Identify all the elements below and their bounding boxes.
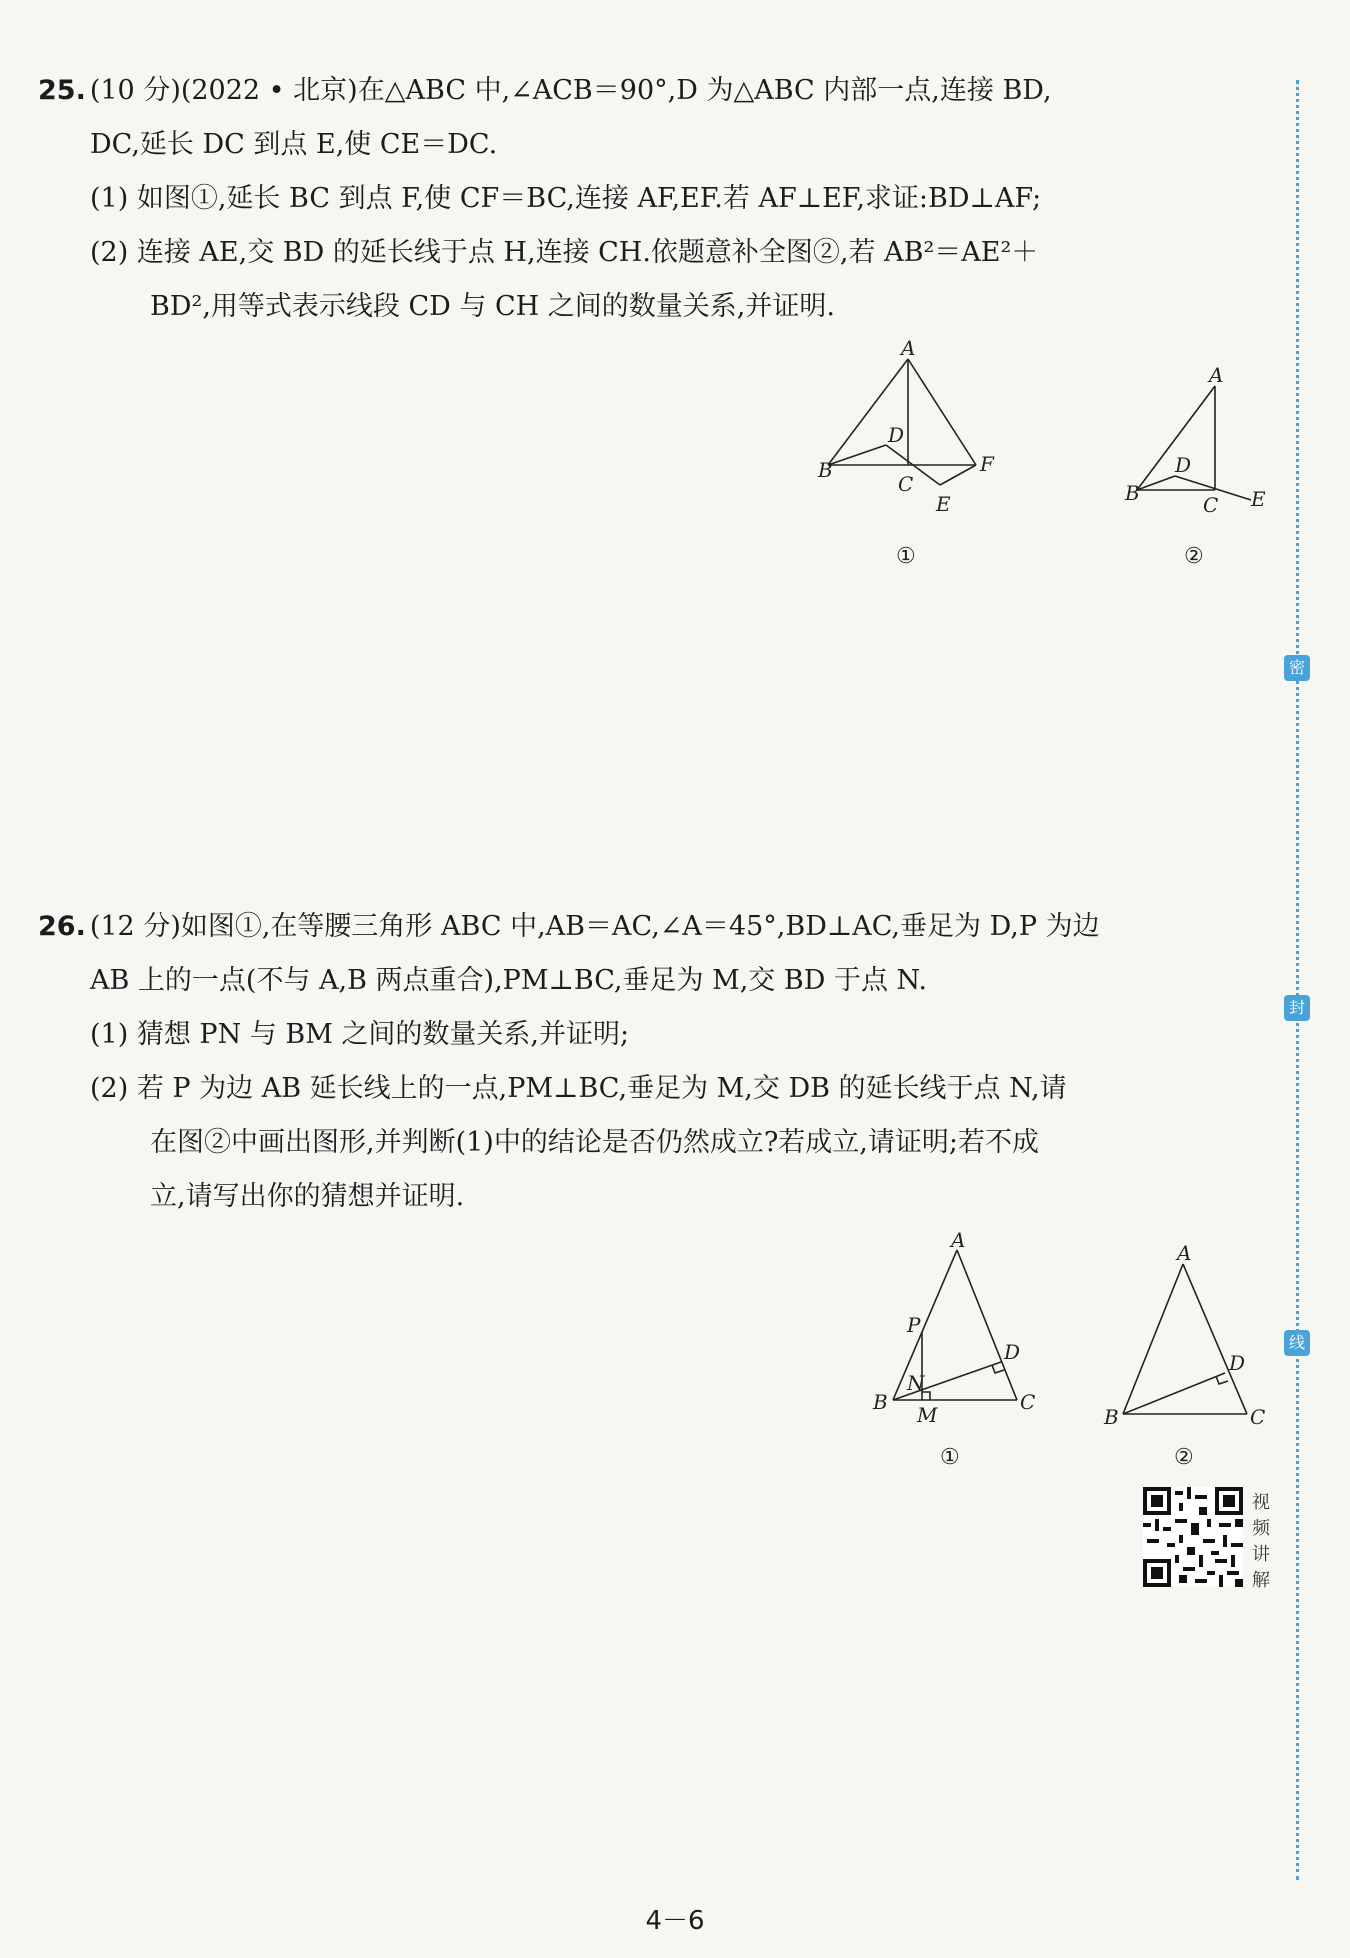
part-2-cont: 立,请写出你的猜想并证明. (150, 1181, 465, 1212)
figure-caption: ① (940, 1445, 960, 1470)
figure-caption: ② (1174, 1445, 1194, 1470)
label-C: C (1020, 1390, 1036, 1414)
part-2: (2) 连接 AE,交 BD 的延长线于点 H,连接 CH.依题意补全图②,若 AB²＝AE²＋ (90, 237, 1039, 268)
part-2: (2) 若 P 为边 AB 延长线上的一点,PM⊥BC,垂足为 M,交 DB 的延长线于点 N,请 (90, 1073, 1067, 1104)
label-A: A (1177, 1241, 1192, 1265)
label-A: A (901, 336, 916, 360)
label-D: D (1175, 453, 1192, 477)
part-1: (1) 如图①,延长 BC 到点 F,使 CF＝BC,连接 AF,EF.若 AF⊥EF,求证:BD⊥AF; (90, 183, 1042, 214)
label-E: E (1251, 487, 1266, 511)
label-M: M (917, 1403, 938, 1427)
part-2-cont: BD²,用等式表示线段 CD 与 CH 之间的数量关系,并证明. (150, 291, 835, 322)
question-number: 26. (38, 911, 86, 942)
label-P: P (907, 1313, 921, 1337)
seal-tag: 线 (1284, 1330, 1310, 1356)
part-1: (1) 猜想 PN 与 BM 之间的数量关系,并证明; (90, 1019, 630, 1050)
qr-caption: 视 频 讲 解 (1252, 1492, 1270, 1591)
label-B: B (1104, 1405, 1119, 1429)
figure-caption: ② (1184, 544, 1204, 569)
binding-dotted-line (1296, 80, 1299, 1880)
question-26 (38, 900, 1263, 1224)
label-C: C (898, 472, 914, 496)
qr-code[interactable] (1143, 1487, 1243, 1587)
label-F: F (980, 452, 994, 476)
question-25 (38, 64, 1263, 334)
question-number: 25. (38, 75, 86, 106)
question-text: (10 分)(2022 • 北京)在△ABC 中,∠ACB＝90°,D 为△ABC 内部一点,连接 BD, (89, 75, 1052, 106)
label-A: A (1209, 363, 1224, 387)
figure-26-2 (1095, 1240, 1275, 1475)
figure-25-1 (800, 335, 1020, 575)
seal-tag: 封 (1284, 995, 1310, 1021)
figure-25-2 (1115, 360, 1275, 575)
seal-tag: 密 (1284, 655, 1310, 681)
label-C: C (1250, 1405, 1266, 1429)
label-C: C (1203, 493, 1219, 517)
question-text: (12 分)如图①,在等腰三角形 ABC 中,AB＝AC,∠A＝45°,BD⊥AC,垂足为 D,P 为边 (89, 911, 1100, 942)
label-B: B (818, 458, 833, 482)
label-D: D (1004, 1340, 1021, 1364)
page-number: 4－6 (645, 1906, 705, 1936)
label-N: N (907, 1371, 925, 1395)
label-E: E (936, 492, 951, 516)
question-text: AB 上的一点(不与 A,B 两点重合),PM⊥BC,垂足为 M,交 BD 于点 N. (90, 965, 928, 996)
label-D: D (888, 423, 905, 447)
part-2-cont: 在图②中画出图形,并判断(1)中的结论是否仍然成立?若成立,请证明;若不成 (150, 1127, 1039, 1158)
label-A: A (951, 1228, 966, 1252)
label-B: B (1125, 481, 1140, 505)
figure-26-1 (865, 1228, 1045, 1473)
figure-caption: ① (896, 544, 916, 569)
label-B: B (873, 1390, 888, 1414)
label-D: D (1229, 1351, 1246, 1375)
question-text: DC,延长 DC 到点 E,使 CE＝DC. (90, 129, 498, 160)
